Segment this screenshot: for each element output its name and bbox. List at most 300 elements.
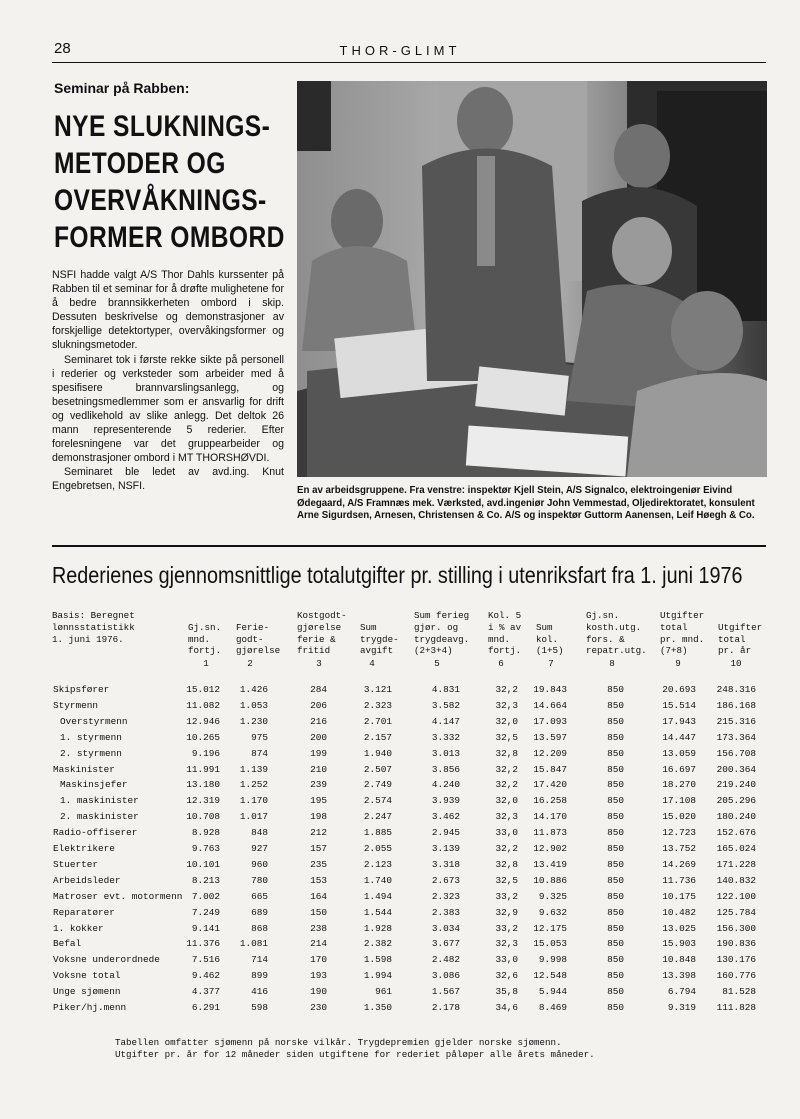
article-body (52, 268, 284, 494)
table-cell: 13.025 (662, 922, 696, 934)
table-cell: 10.175 (662, 890, 696, 902)
column-header-line: i % av (488, 621, 522, 633)
table-cell: 9.325 (538, 890, 567, 902)
group-photo (297, 81, 767, 477)
table-cell: 11.873 (533, 827, 567, 839)
row-label: 2. styrmenn (60, 747, 122, 759)
table-cell: 11.736 (662, 874, 696, 886)
row-label: 2. maskinister (60, 811, 139, 823)
table-cell: 850 (607, 731, 624, 743)
column-header-line: Sum (360, 621, 377, 633)
table-cell: 13.398 (662, 970, 696, 982)
table-row (0, 923, 800, 939)
column-header-line: (1+5) (536, 645, 564, 657)
table-cell: 2.323 (431, 890, 460, 902)
table-cell: 206 (310, 699, 327, 711)
body-paragraph: NSFI hadde valgt A/S Thor Dahls kurssenter på Rabben til et seminar for å drøfte mulighetene for å bedre brannsikkerheten ombord i skip. Dessuten beskrivelse og demonstrasjoner av forskjellige detektortyper, overvåkingsformer og slukningsmetoder. (52, 269, 284, 352)
table-cell: 230 (310, 1002, 327, 1013)
table-cell: 16.697 (662, 763, 696, 775)
table-cell: 850 (607, 954, 624, 966)
table-cell: 780 (251, 874, 268, 886)
table-cell: 33,2 (495, 890, 518, 902)
table-cell: 12.319 (186, 795, 220, 807)
table-row (0, 859, 800, 875)
footnote-line: Utgifter pr. år for 12 måneder siden utgiftene for rederiet påløper alle årets måneder. (115, 1049, 595, 1061)
column-number: 8 (609, 658, 615, 669)
table-cell: 850 (607, 715, 624, 727)
body-paragraph: Seminaret tok i første rekke sikte på personell i rederier og verksteder som arbeider med å spesifisere brannvarslingsanlegg, og besetningsmedlemmer som er ansvarlig for drift og vedlikehold av slike anlegg. Det deltok 26 mann representerende 5 rederier. Efter forelesningene var det gruppearbeider og demonstrasjoner ombord i MT THORSHØVDI. (52, 353, 284, 465)
table-cell: 850 (607, 938, 624, 950)
table-row (0, 827, 800, 843)
table-cell: 81.528 (722, 986, 756, 998)
table-cell: 33,0 (495, 954, 518, 966)
column-header-line: total (660, 621, 688, 633)
table-cell: 2.749 (363, 779, 392, 791)
column-header-line: repatr.utg. (586, 645, 647, 657)
row-label: Voksne total (53, 970, 121, 982)
table-cell: 1.994 (363, 970, 392, 982)
table-row (0, 716, 800, 732)
table-cell: 216 (310, 715, 327, 727)
table-cell: 975 (251, 731, 268, 743)
table-row (0, 684, 800, 700)
table-cell: 32,2 (495, 684, 518, 695)
table-cell: 186.168 (716, 699, 756, 711)
table-row (0, 700, 800, 716)
column-number: 3 (316, 658, 322, 669)
table-cell: 9.319 (667, 1002, 696, 1013)
table-title: Rederienes gjennomsnittlige totalutgifter pr. stilling i utenriksfart fra 1. juni 1976 (52, 562, 743, 588)
table-cell: 32,8 (495, 858, 518, 870)
table-cell: 32,2 (495, 763, 518, 775)
column-header-line: Ferie- (236, 621, 270, 633)
table-cell: 32,0 (495, 715, 518, 727)
table-cell: 2.482 (431, 954, 460, 966)
page-number: 28 (54, 40, 71, 57)
table-cell: 111.828 (716, 1002, 756, 1013)
table-cell: 850 (607, 843, 624, 854)
table-cell: 32,5 (495, 731, 518, 743)
table-cell: 850 (607, 763, 624, 775)
row-label: Arbeidsleder (53, 874, 121, 886)
table-cell: 10.482 (662, 906, 696, 918)
table-cell: 8.928 (191, 827, 220, 839)
table-cell: 850 (607, 922, 624, 934)
table-cell: 2.507 (363, 763, 392, 775)
column-header-line: gjørelse (236, 645, 281, 657)
table-cell: 598 (251, 1002, 268, 1013)
table-cell: 3.086 (431, 970, 460, 982)
header-rule (52, 62, 766, 63)
table-cell: 152.676 (716, 827, 756, 839)
column-number: 7 (548, 658, 554, 669)
column-header-line: fortj. (188, 645, 222, 657)
table-cell: 125.784 (716, 906, 756, 918)
table-row (0, 954, 800, 970)
table-cell: 239 (310, 779, 327, 791)
table-cell: 850 (607, 890, 624, 902)
table-cell: 1.740 (363, 874, 392, 886)
table-cell: 850 (607, 906, 624, 918)
table-cell: 248.316 (716, 684, 756, 695)
row-label: 1. maskinister (60, 795, 139, 807)
table-cell: 180.240 (716, 811, 756, 823)
column-header (586, 610, 647, 657)
table-row (0, 843, 800, 859)
table-cell: 850 (607, 684, 624, 695)
table-cell: 850 (607, 747, 624, 759)
table-row (0, 748, 800, 764)
table-cell: 193 (310, 970, 327, 982)
column-header-line: Sum ferieg (414, 610, 470, 621)
table-cell: 848 (251, 827, 268, 839)
table-cell: 33,2 (495, 922, 518, 934)
table-cell: 3.139 (431, 843, 460, 854)
table-cell: 34,6 (495, 1002, 518, 1013)
table-cell: 4.831 (431, 684, 460, 695)
table-cell: 1.017 (239, 811, 268, 823)
table-cell: 11.376 (186, 938, 220, 950)
table-cell: 219.240 (716, 779, 756, 791)
section-rule (52, 545, 766, 547)
column-header-line: gjør. og (414, 621, 459, 633)
table-cell: 35,8 (495, 986, 518, 998)
table-cell: 11.991 (186, 763, 220, 775)
table-cell: 2.247 (363, 811, 392, 823)
column-header-line: Gj.sn. (586, 610, 620, 621)
table-cell: 3.121 (363, 684, 392, 695)
table-cell: 416 (251, 986, 268, 998)
column-header (297, 610, 347, 657)
row-label: Styrmenn (53, 699, 99, 711)
table-cell: 215.316 (716, 715, 756, 727)
table-cell: 3.677 (431, 938, 460, 950)
table-cell: 6.794 (667, 986, 696, 998)
table-cell: 17.093 (533, 715, 567, 727)
table-cell: 9.632 (538, 906, 567, 918)
table-cell: 3.332 (431, 731, 460, 743)
running-header: THOR-GLIMT (339, 43, 461, 58)
table-cell: 2.673 (431, 874, 460, 886)
table-cell: 4.377 (191, 986, 220, 998)
table-cell: 10.101 (186, 858, 220, 870)
table-cell: 32,2 (495, 843, 518, 854)
table-row (0, 970, 800, 986)
table-cell: 2.323 (363, 699, 392, 711)
table-cell: 32,9 (495, 906, 518, 918)
table-cell: 850 (607, 779, 624, 791)
table-cell: 150 (310, 906, 327, 918)
row-label: 1. styrmenn (60, 731, 122, 743)
row-label: Stuerter (53, 858, 99, 870)
table-cell: 190 (310, 986, 327, 998)
table-cell: 122.100 (716, 890, 756, 902)
photo-caption: En av arbeidsgruppene. Fra venstre: inspektør Kjell Stein, A/S Signalco, elektroingeniør Eivind Ødegaard, A/S Framnæs mek. Værksted, avd.ingeniør John Vemmestad, Oljedirektoratet, konsulent Arne Sigurdsen, Arnesen, Christensen & Co. A/S og inspektør Guttorm Aanensen, Leif Høegh & Co. (297, 485, 755, 522)
column-header-line: kosth.utg. (586, 621, 642, 633)
column-header (236, 622, 280, 657)
basis-line: lønnsstatistikk (52, 621, 135, 633)
column-number: 9 (675, 658, 681, 669)
row-label: Maskinister (53, 763, 115, 775)
table-cell: 8.469 (538, 1002, 567, 1013)
table-cell: 32,5 (495, 874, 518, 886)
row-label: Unge sjømenn (53, 986, 121, 998)
table-cell: 238 (310, 922, 327, 934)
column-header-line: godt- (236, 633, 264, 645)
headline-line: OVERVÅKNINGS- (54, 184, 267, 217)
column-header-line: (2+3+4) (414, 645, 453, 657)
table-cell: 7.249 (191, 906, 220, 918)
table-cell: 7.516 (191, 954, 220, 966)
table-cell: 1.494 (363, 890, 392, 902)
table-row (0, 907, 800, 923)
table-cell: 12.175 (533, 922, 567, 934)
table-cell: 1.139 (239, 763, 268, 775)
column-header (718, 622, 762, 657)
row-label: 1. kokker (53, 922, 104, 934)
table-cell: 170 (310, 954, 327, 966)
column-header-line: Utgifter (660, 610, 705, 621)
column-header-line: ferie & (297, 633, 336, 645)
table-cell: 3.013 (431, 747, 460, 759)
table-cell: 20.693 (662, 684, 696, 695)
table-cell: 12.209 (533, 747, 567, 759)
table-cell: 12.902 (533, 843, 567, 854)
table-cell: 14.170 (533, 811, 567, 823)
table-cell: 16.258 (533, 795, 567, 807)
table-cell: 850 (607, 858, 624, 870)
table-cell: 13.597 (533, 731, 567, 743)
table-cell: 190.836 (716, 938, 756, 950)
column-number: 4 (369, 658, 375, 669)
row-label: Piker/hj.menn (53, 1002, 127, 1013)
table-row (0, 875, 800, 891)
table-cell: 4.240 (431, 779, 460, 791)
table-cell: 1.598 (363, 954, 392, 966)
table-cell: 2.055 (363, 843, 392, 854)
column-number: 1 (203, 658, 209, 669)
table-cell: 199 (310, 747, 327, 759)
table-row (0, 986, 800, 1002)
column-header-line: Gj.sn. (188, 621, 222, 633)
table-cell: 1.885 (363, 827, 392, 839)
column-header-line: Utgifter (718, 621, 763, 633)
table-cell: 15.514 (662, 699, 696, 711)
row-label: Overstyrmenn (60, 715, 128, 727)
headline-line: NYE SLUKNINGS- (54, 110, 271, 143)
table-cell: 1.426 (239, 684, 268, 695)
table-cell: 3.034 (431, 922, 460, 934)
table-cell: 1.940 (363, 747, 392, 759)
column-header (660, 610, 704, 657)
table-cell: 1.252 (239, 779, 268, 791)
table-cell: 665 (251, 890, 268, 902)
table-cell: 12.946 (186, 715, 220, 727)
table-cell: 3.318 (431, 858, 460, 870)
table-cell: 868 (251, 922, 268, 934)
column-header-line: Kostgodt- (297, 610, 347, 621)
column-header-line: Sum (536, 621, 553, 633)
table-cell: 9.998 (538, 954, 567, 966)
table-cell: 33,0 (495, 827, 518, 839)
table-cell: 6.291 (191, 1002, 220, 1013)
table-cell: 5.944 (538, 986, 567, 998)
table-cell: 17.943 (662, 715, 696, 727)
table-row (0, 891, 800, 907)
table-cell: 212 (310, 827, 327, 839)
table-cell: 13.059 (662, 747, 696, 759)
table-cell: 15.012 (186, 684, 220, 695)
column-number: 6 (498, 658, 504, 669)
row-label: Befal (53, 938, 82, 950)
table-cell: 10.848 (662, 954, 696, 966)
body-paragraph: Seminaret ble ledet av avd.ing. Knut Engebretsen, NSFI. (52, 466, 284, 493)
table-cell: 850 (607, 1002, 624, 1013)
table-cell: 1.544 (363, 906, 392, 918)
table-cell: 235 (310, 858, 327, 870)
table-cell: 18.270 (662, 779, 696, 791)
table-cell: 2.157 (363, 731, 392, 743)
table-cell: 7.002 (191, 890, 220, 902)
column-header-line: pr. mnd. (660, 633, 705, 645)
table-row (0, 1002, 800, 1018)
table-cell: 1.170 (239, 795, 268, 807)
table-cell: 32,3 (495, 699, 518, 711)
table-cell: 15.020 (662, 811, 696, 823)
column-header (536, 622, 564, 657)
table-cell: 714 (251, 954, 268, 966)
table-cell: 850 (607, 795, 624, 807)
table-cell: 9.141 (191, 922, 220, 934)
table-cell: 13.180 (186, 779, 220, 791)
column-header-line: fritid (297, 645, 331, 657)
table-cell: 2.701 (363, 715, 392, 727)
table-cell: 899 (251, 970, 268, 982)
table-cell: 850 (607, 699, 624, 711)
table-cell: 200.364 (716, 763, 756, 775)
basis-line: Basis: Beregnet (52, 610, 135, 621)
table-cell: 32,2 (495, 779, 518, 791)
column-header-line: kol. (536, 633, 559, 645)
column-number: 2 (247, 658, 253, 669)
table-cell: 1.230 (239, 715, 268, 727)
table-cell: 32,0 (495, 795, 518, 807)
basis-line: 1. juni 1976. (52, 633, 124, 645)
column-header-line: avgift (360, 645, 394, 657)
column-header-line: gjørelse (297, 621, 342, 633)
table-cell: 874 (251, 747, 268, 759)
table-cell: 140.832 (716, 874, 756, 886)
table-cell: 960 (251, 858, 268, 870)
table-cell: 9.763 (191, 843, 220, 854)
table-cell: 8.213 (191, 874, 220, 886)
table-cell: 2.945 (431, 827, 460, 839)
table-row (0, 811, 800, 827)
table-cell: 205.296 (716, 795, 756, 807)
table-cell: 156.708 (716, 747, 756, 759)
table-cell: 15.903 (662, 938, 696, 950)
table-cell: 961 (375, 986, 392, 998)
table-cell: 198 (310, 811, 327, 823)
column-header-line: total (718, 633, 746, 645)
column-header-line: (7+8) (660, 645, 688, 657)
table-cell: 927 (251, 843, 268, 854)
footnote-line: Tabellen omfatter sjømenn på norske vilkår. Trygdepremien gjelder norske sjømenn. (115, 1037, 562, 1048)
table-cell: 3.856 (431, 763, 460, 775)
table-cell: 165.024 (716, 843, 756, 854)
table-cell: 284 (310, 684, 327, 695)
column-header-line: trygde- (360, 633, 399, 645)
table-cell: 850 (607, 811, 624, 823)
table-cell: 130.176 (716, 954, 756, 966)
table-cell: 1.350 (363, 1002, 392, 1013)
table-cell: 14.447 (662, 731, 696, 743)
table-cell: 13.752 (662, 843, 696, 854)
table-cell: 1.081 (239, 938, 268, 950)
headline-line: METODER OG (54, 147, 226, 180)
table-cell: 1.928 (363, 922, 392, 934)
table-cell: 2.574 (363, 795, 392, 807)
table-cell: 10.265 (186, 731, 220, 743)
table-cell: 32,3 (495, 938, 518, 950)
column-number: 5 (434, 658, 440, 669)
table-row (0, 764, 800, 780)
table-cell: 850 (607, 874, 624, 886)
table-row (0, 732, 800, 748)
table-cell: 15.847 (533, 763, 567, 775)
table-cell: 214 (310, 938, 327, 950)
table-row (0, 795, 800, 811)
headline-line: FORMER OMBORD (54, 221, 285, 254)
column-header (414, 610, 469, 657)
table-cell: 200 (310, 731, 327, 743)
table-cell: 850 (607, 827, 624, 839)
table-cell: 195 (310, 795, 327, 807)
column-header (360, 622, 399, 657)
table-basis (52, 610, 135, 645)
column-header-line: mnd. (188, 633, 211, 645)
row-label: Matroser evt. motormenn (53, 890, 183, 902)
table-cell: 17.108 (662, 795, 696, 807)
column-header-line: mnd. (488, 633, 511, 645)
column-header-line: pr. år (718, 645, 752, 657)
table-cell: 32,8 (495, 747, 518, 759)
table-cell: 2.382 (363, 938, 392, 950)
table-cell: 12.723 (662, 827, 696, 839)
row-label: Maskinsjefer (60, 779, 128, 791)
row-label: Voksne underordnede (53, 954, 160, 966)
table-cell: 850 (607, 986, 624, 998)
table-cell: 9.462 (191, 970, 220, 982)
table-cell: 12.548 (533, 970, 567, 982)
table-cell: 173.364 (716, 731, 756, 743)
table-cell: 1.567 (431, 986, 460, 998)
table-cell: 2.123 (363, 858, 392, 870)
table-cell: 210 (310, 763, 327, 775)
row-label: Elektrikere (53, 843, 115, 854)
table-cell: 9.196 (191, 747, 220, 759)
row-label: Skipsfører (53, 684, 110, 695)
article-headline (54, 108, 285, 256)
table-cell: 10.886 (533, 874, 567, 886)
column-header-line: fortj. (488, 645, 522, 657)
table-cell: 17.420 (533, 779, 567, 791)
column-header-line: trygdeavg. (414, 633, 470, 645)
table-cell: 13.419 (533, 858, 567, 870)
table-row (0, 938, 800, 954)
table-cell: 850 (607, 970, 624, 982)
table-cell: 10.708 (186, 811, 220, 823)
